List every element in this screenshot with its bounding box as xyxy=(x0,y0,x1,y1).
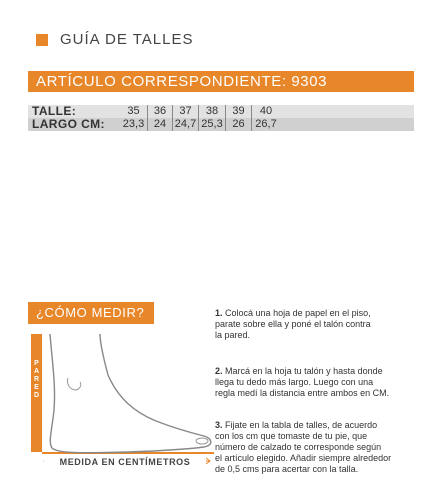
how-to-measure-label: ¿CÓMO MEDIR? xyxy=(36,305,145,320)
wall-letter: E xyxy=(34,384,39,391)
step-line: de 0,5 cms para acertar con la talla. xyxy=(215,464,359,474)
article-bar xyxy=(28,71,414,92)
how-to-measure-title xyxy=(28,302,154,324)
largo-cell: 24,7 xyxy=(173,118,199,131)
size-table xyxy=(28,105,414,131)
step-line: Marcá en la hoja tu talón y hasta donde xyxy=(225,366,383,376)
foot-illustration xyxy=(28,330,214,475)
largo-cell: 24 xyxy=(148,118,173,131)
header xyxy=(36,31,194,48)
step-2 xyxy=(215,366,415,399)
step-line: Colocá una hoja de papel en el piso, xyxy=(225,308,371,318)
wall-letter: D xyxy=(33,392,40,399)
wall-letter: A xyxy=(33,368,40,375)
step-line: llega tu dedo más largo. Luego con una xyxy=(215,377,374,387)
largo-label: LARGO CM: xyxy=(32,117,105,131)
article-label: ARTÍCULO CORRESPONDIENTE: 9303 xyxy=(36,73,328,90)
step-3 xyxy=(215,420,415,475)
step-line: regla medí la distancia entre ambos en CM. xyxy=(215,388,390,398)
step-line: el artículo elegido. Añadir siempre alrededor xyxy=(215,453,392,463)
step-number: 2. xyxy=(215,366,223,376)
wall-letter: P xyxy=(34,360,39,367)
measure-label-box xyxy=(44,455,206,471)
step-1 xyxy=(215,308,415,341)
measure-label: MEDIDA EN CENTÍMETROS xyxy=(59,457,191,467)
largo-cell: 26 xyxy=(226,118,252,131)
step-number: 3. xyxy=(215,420,223,430)
step-line: parate sobre ella y poné el talón contra xyxy=(215,319,371,329)
talle-cell: 35 xyxy=(120,105,148,118)
step-line: número de calzado te corresponde según xyxy=(215,442,382,452)
largo-cell: 23,3 xyxy=(120,118,148,131)
step-line: con los cm que tomaste de tu pie, que xyxy=(215,431,368,441)
talle-cell: 40 xyxy=(259,105,273,117)
page-title: GUÍA DE TALLES xyxy=(60,31,194,48)
wall-strip xyxy=(31,334,42,452)
step-line: Fijate en la tabla de talles, de acuerdo xyxy=(225,420,378,430)
step-line: la pared. xyxy=(215,330,251,340)
wall-letter: R xyxy=(33,376,40,383)
talle-cell: 37 xyxy=(173,105,199,118)
header-square-icon xyxy=(36,34,48,46)
talle-cell: 39 xyxy=(226,105,252,118)
largo-cell: 26,7 xyxy=(255,118,277,130)
largo-cell: 25,3 xyxy=(199,118,226,131)
talle-cell: 36 xyxy=(148,105,173,118)
largo-row xyxy=(28,118,414,131)
step-number: 1. xyxy=(215,308,223,318)
talle-cell: 38 xyxy=(199,105,226,118)
talle-label: TALLE: xyxy=(32,104,77,118)
